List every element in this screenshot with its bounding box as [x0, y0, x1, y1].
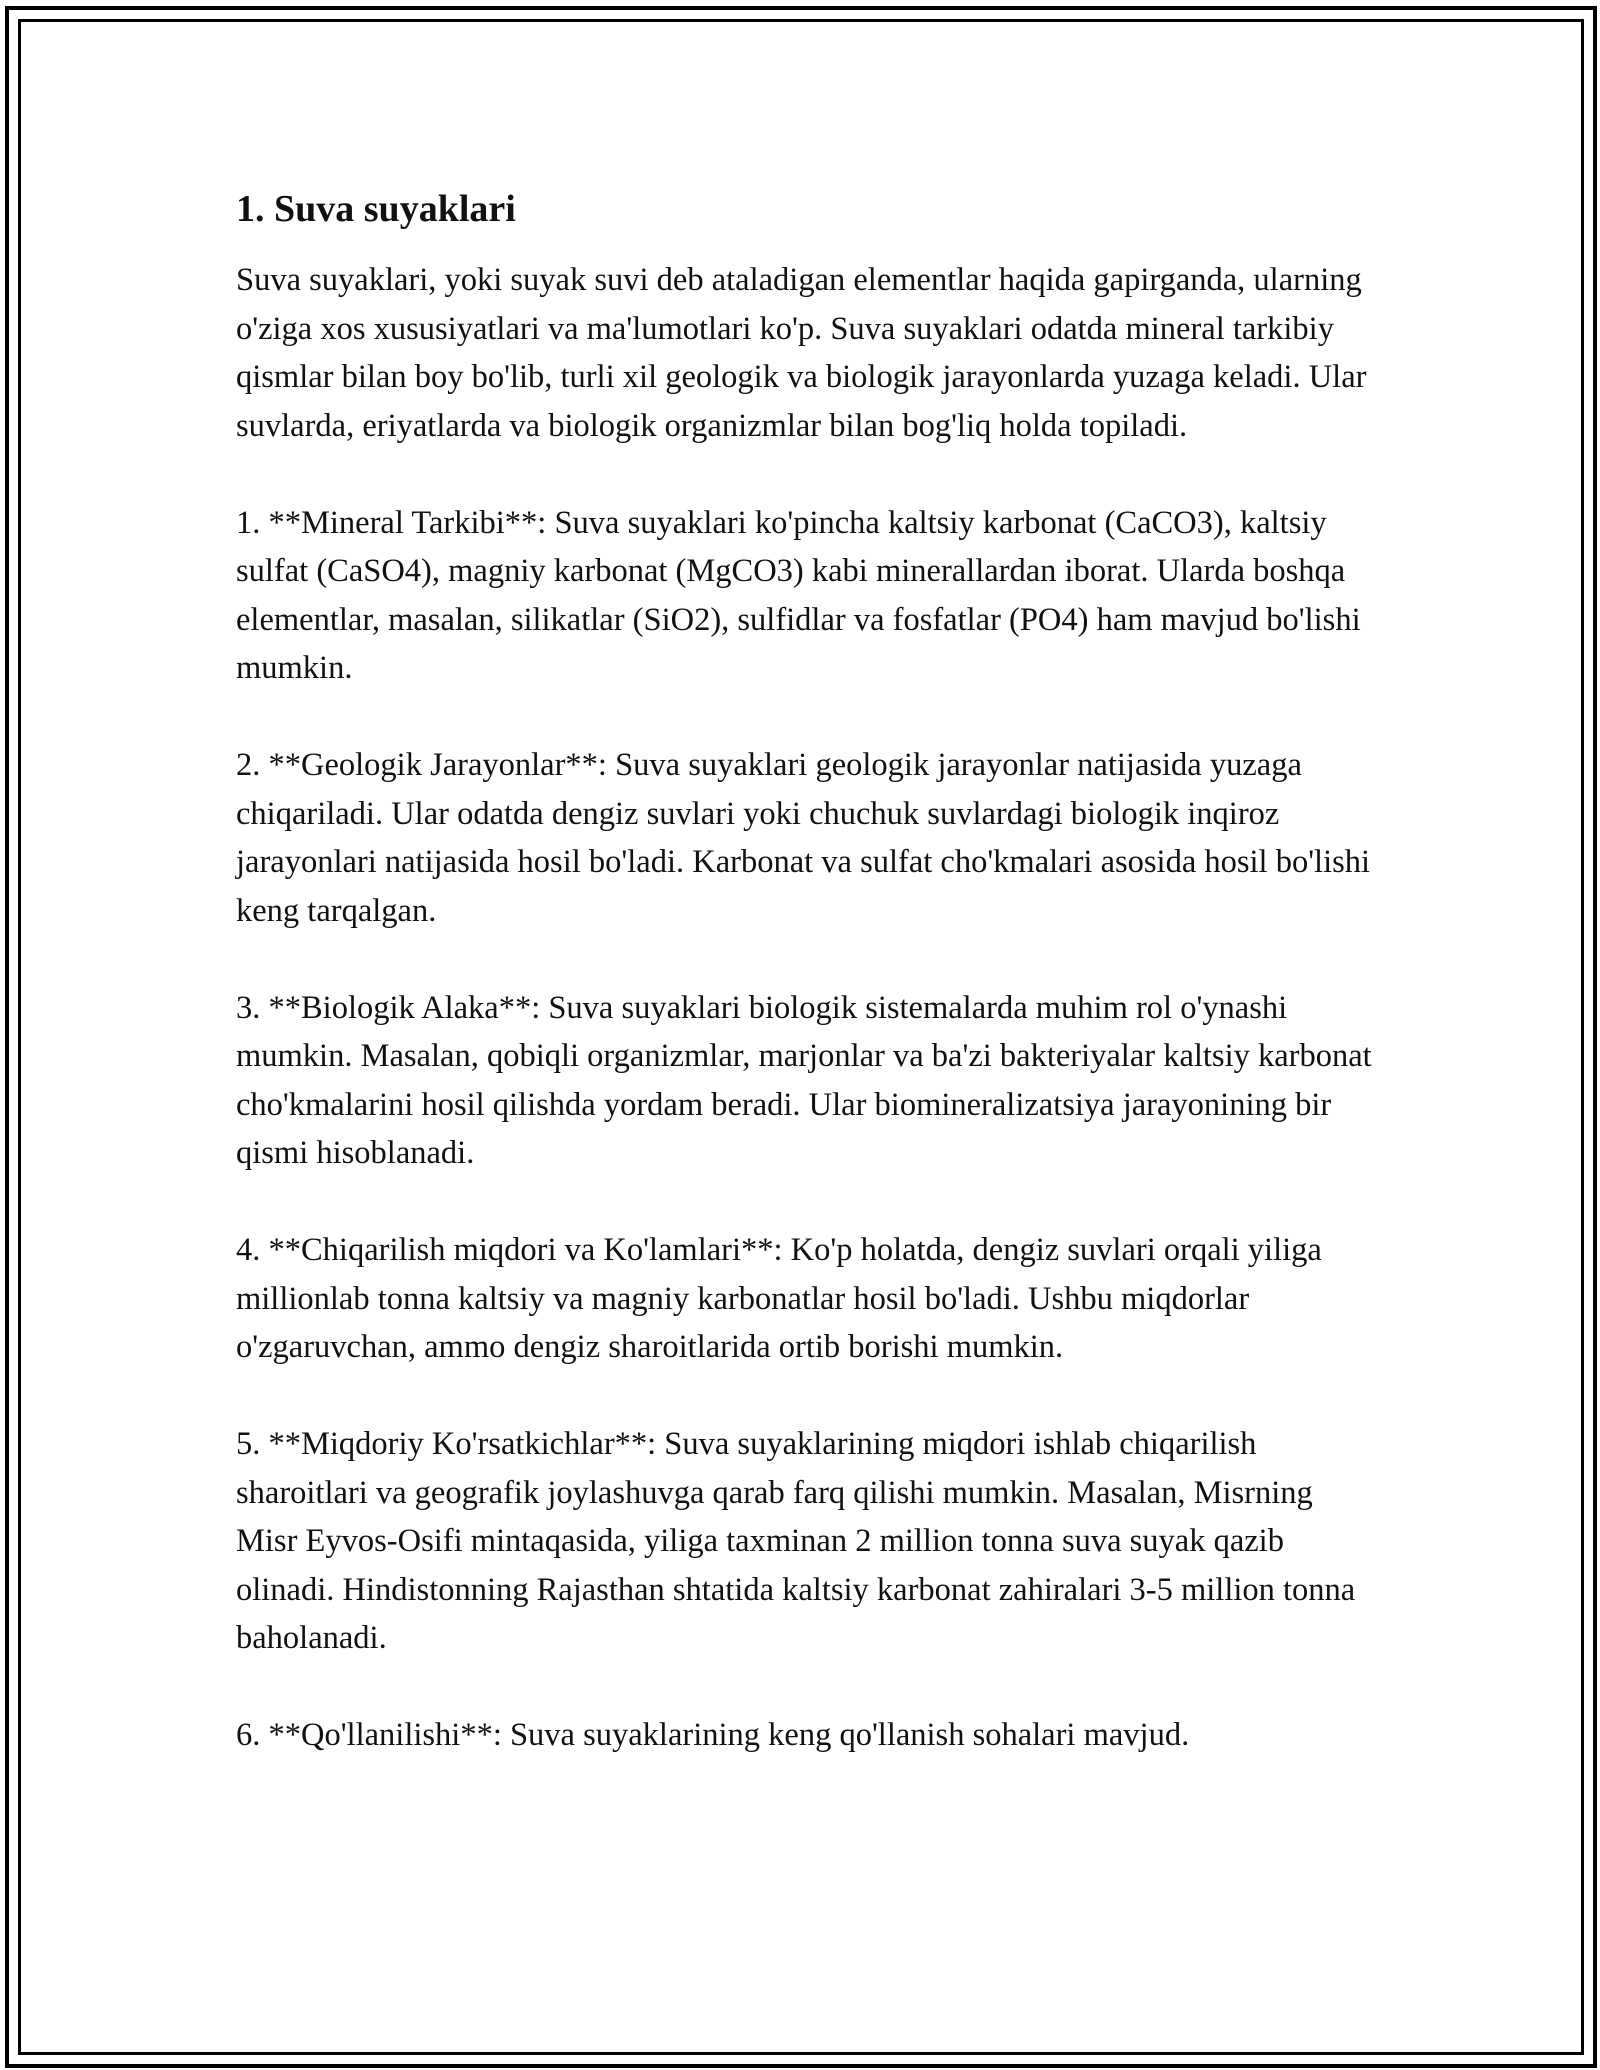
paragraph-mineral-tarkibi: 1. **Mineral Tarkibi**: Suva suyaklari ko'pincha kaltsiy karbonat (CaCO3), kaltsiy sulfat (CaSO4), magniy karbonat (MgCO3) kabi minerallardan iborat. Ularda boshqa elementlar, masalan, silikatlar (SiO2), sulfidlar va fosfatlar (PO4) ham mavjud bo'lishi mumkin.: [236, 504, 1361, 686]
paragraph-qollanilishi: 6. **Qo'llanilishi**: Suva suyaklarining keng qo'llanish sohalari mavjud.: [236, 1717, 1190, 1753]
paragraph-miqdoriy-korsatkichlar: 5. **Miqdoriy Ko'rsatkichlar**: Suva suyaklarining miqdori ishlab chiqarilish sharoitlari va geografik joylashuvga qarab farq qilishi mumkin. Masalan, Misrning Misr Eyvos-Osifi mintaqasida, yiliga taxminan 2 million tonna suva suyak qazib olinadi. Hindistonning Rajasthan shtatida kaltsiy karbonat zahiralari 3-5 million tonna baholanadi.: [236, 1426, 1356, 1656]
section-title: 1. Suva suyaklari: [236, 188, 516, 230]
paragraph-geologik-jarayonlar: 2. **Geologik Jarayonlar**: Suva suyaklari geologik jarayonlar natijasida yuzaga chiqariladi. Ular odatda dengiz suvlari yoki chuchuk suvlardagi biologik inqiroz jarayonlari natijasida hosil bo'ladi. Karbonat va sulfat cho'kmalari asosida hosil bo'lishi keng tarqalgan.: [236, 747, 1371, 929]
paragraph-biologik-alaka: 3. **Biologik Alaka**: Suva suyaklari biologik sistemalarda muhim rol o'ynashi mumkin. Masalan, qobiqli organizmlar, marjonlar va ba'zi bakteriyalar kaltsiy karbonat cho'kmalarini hosil qilishda yordam beradi. Ular biomineralizatsiya jarayonining bir qismi hisoblanadi.: [236, 989, 1372, 1171]
document-body: [236, 186, 1376, 1808]
paragraph-chiqarilish-miqdori: 4. **Chiqarilish miqdori va Ko'lamlari**: Ko'p holatda, dengiz suvlari orqali yiliga millionlab tonna kaltsiy va magniy karbonatlar hosil bo'ladi. Ushbu miqdorlar o'zgaruvchan, ammo dengiz sharoitlarida ortib borishi mumkin.: [236, 1232, 1322, 1365]
intro-paragraph: Suva suyaklari, yoki suyak suvi deb ataladigan elementlar haqida gapirganda, ularning o'ziga xos xususiyatlari va ma'lumotlari ko'p. Suva suyaklari odatda mineral tarkibiy qismlar bilan boy bo'lib, turli xil geologik va biologik jarayonlarda yuzaga keladi. Ular suvlarda, eriyatlarda va biologik organizmlar bilan bog'liq holda topiladi.: [236, 262, 1367, 444]
